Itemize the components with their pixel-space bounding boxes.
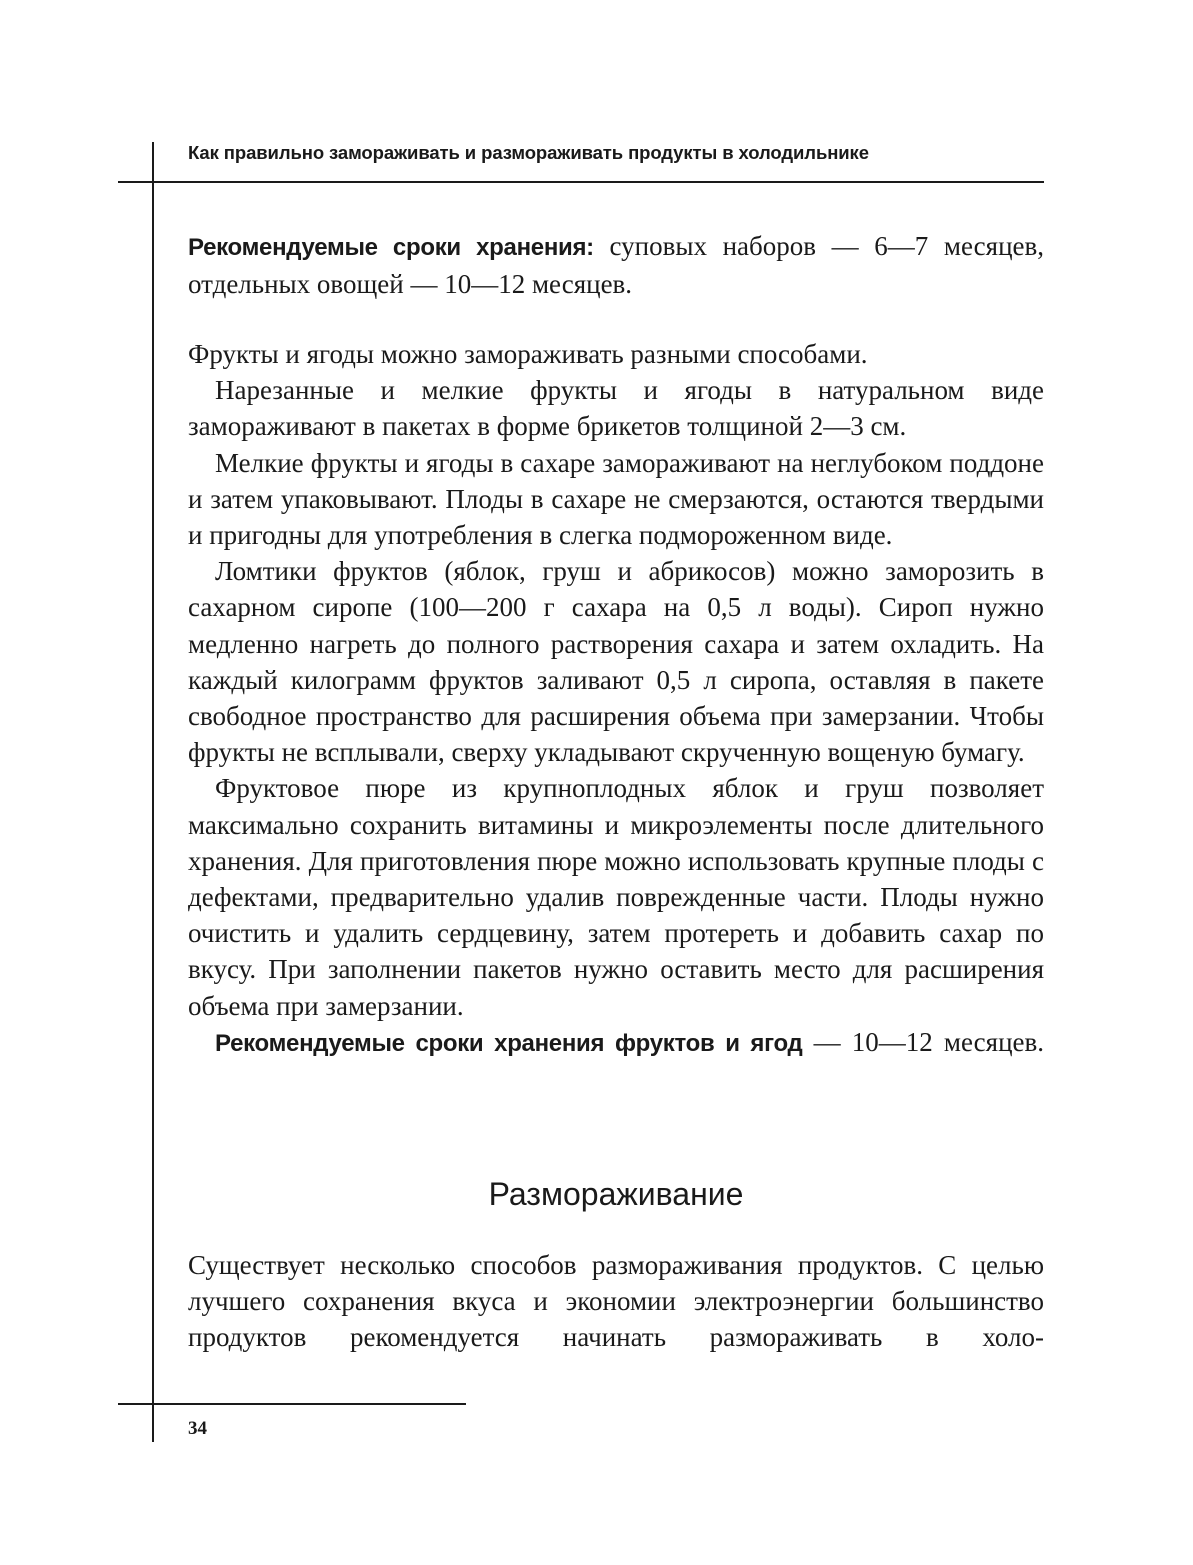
paragraph: Фрукты и ягоды можно замораживать разными способами. <box>188 339 868 369</box>
section-paragraph: Существует несколько способов размораживания продуктов. С целью лучшего сохранения вкуса и экономии электроэнергии большинство продуктов рекомендуется начинать размораживать в холо- <box>188 1250 1044 1353</box>
paragraph: Мелкие фрукты и ягоды в сахаре замораживают на неглубоком поддоне и затем упаковывают. Плоды в сахаре не смерзаются, остаются твердыми и пригодны для употребления в слегка подмороженном виде. <box>188 447 1044 551</box>
running-head: Как правильно замораживать и размораживать продукты в холодильнике <box>188 142 869 163</box>
paragraph: Фруктовое пюре из крупноплодных яблок и груш позволяет максимально сохранить витамины и микроэлементы после длительного хранения. Для приготовления пюре можно использовать крупные плоды с дефектами, предварительно удалив поврежденные части. Плоды нужно очистить и удалить сердцевину, затем протереть и добавить сахар по вкусу. При заполнении пакетов нужно оставить место для расширения объема при замерзании. <box>188 773 1044 1021</box>
section-heading: Размораживание <box>488 1176 744 1212</box>
body-text <box>188 336 1044 1062</box>
fruit-storage-text: — 10—12 месяцев. <box>802 1026 1045 1057</box>
header-rule <box>118 181 1044 183</box>
storage-intro-label: Рекомендуемые сроки хранения: <box>188 234 594 261</box>
paragraph: Нарезанные и мелкие фрукты и ягоды в натуральном виде замораживают в пакетах в форме брикетов толщиной 2—3 см. <box>188 375 1044 442</box>
storage-intro <box>188 228 1044 302</box>
footer-rule <box>118 1403 466 1405</box>
fruit-storage-label: Рекомендуемые сроки хранения фруктов и ягод <box>215 1029 803 1057</box>
margin-vertical-rule <box>152 142 154 1442</box>
page-number: 34 <box>188 1418 207 1439</box>
fruit-storage-note <box>188 1024 1044 1062</box>
paragraph: Ломтики фруктов (яблок, груш и абрикосов) можно заморозить в сахарном сиропе (100—200 г сахара на 0,5 л воды). Сироп нужно медленно нагреть до полного растворения сахара и затем охладить. На каждый килограмм фруктов заливают 0,5 л сиропа, оставляя в пакете свободное пространство для расширения объема при замерзании. Чтобы фрукты не всплывали, сверху укладывают скрученную вощеную бумагу. <box>188 556 1044 768</box>
storage-intro-text: суповых наборов — 6—7 месяцев, отдельных овощей — 10—12 месяцев. <box>188 231 1044 300</box>
section-body <box>188 1247 1044 1356</box>
